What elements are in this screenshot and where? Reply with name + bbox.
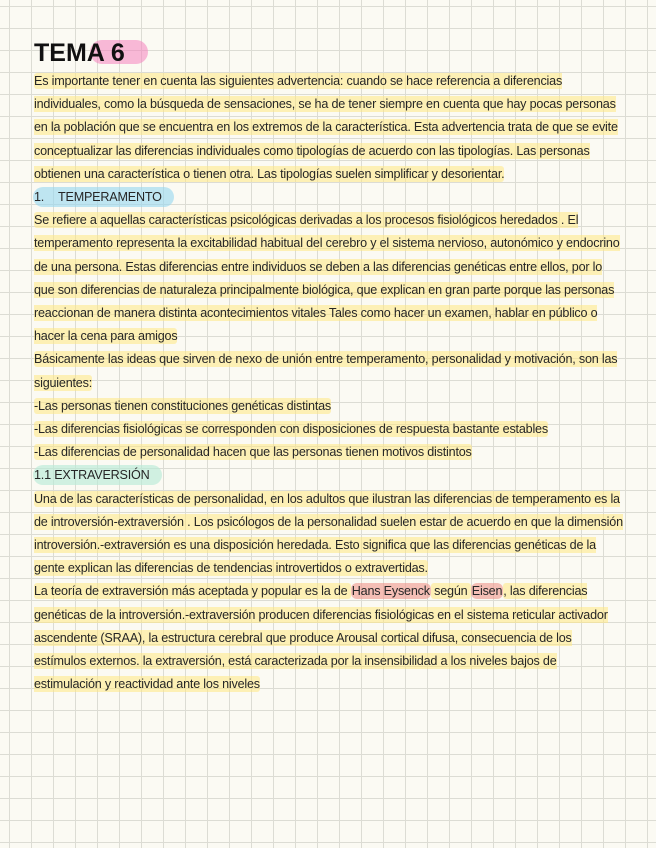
bullet-text: -Las diferencias de personalidad hacen que las personas tienen motivos distintos xyxy=(34,445,472,460)
temperamento-paragraph-1 xyxy=(34,209,624,348)
page-title xyxy=(34,36,125,70)
extraversion-text-1: Una de las características de personalidad, en los adultos que ilustran las diferencias de temperamento es la de introversión-extraversión . Los psicólogos de la personalidad suelen estar de acuerdo en que la dimensión introversión.-extraversión es una disposición heredada. Esto significa que las diferencias genéticas de la gente explican las diferencias de tendencias introvertidos o extravertidas. xyxy=(34,491,623,576)
name-hans-eysenck: Hans Eysenck xyxy=(351,584,430,599)
extraversion-text-2b: según xyxy=(430,584,471,599)
temperamento-text-2: Básicamente las ideas que sirven de nexo de unión entre temperamento, personalidad y motivación, son las siguientes: xyxy=(34,352,618,390)
extraversion-text-2a: La teoría de extraversión más aceptada y popular es la de xyxy=(34,584,351,599)
bullet-item xyxy=(34,395,624,418)
subsection-heading-text: 1.1 EXTRAVERSIÓN xyxy=(34,468,150,483)
title-text: TEMA 6 xyxy=(34,39,125,67)
extraversion-paragraph-1 xyxy=(34,488,624,581)
intro-paragraph xyxy=(34,70,624,186)
intro-text: Es importante tener en cuenta las siguientes advertencia: cuando se hace referencia a diferencias individuales, como la búsqueda de sensaciones, se ha de tener siempre en cuenta que hay pocas personas en la población que se encuentra en los extremos de la característica. Esta advertencia trata de que se evite conceptualizar las diferencias individuales como tipologías de acuerdo con las tipologías. Las personas obtienen una característica o tienen otra. Las tipologías suelen simplificar y desorientar. xyxy=(34,74,618,181)
bullet-text: -Las personas tienen constituciones genéticas distintas xyxy=(34,398,332,413)
document-page xyxy=(34,36,624,696)
temperamento-text-1: Se refiere a aquellas características psicológicas derivadas a los procesos fisiológicos heredados . El temperamento representa la excitabilidad habitual del cerebro y el sistema nervioso, autonómico y endocrino de una persona. Estas diferencias entre individuos se deben a las diferencias genéticas entre ellos, por lo que son diferencias de naturaleza principalmente biológica, que explican en gran parte porque las personas reaccionan de manera distinta acontecimientos vitales Tales como hacer un examen, hablar en público o hacer la cena para amigos xyxy=(34,213,620,344)
extraversion-text-2c: , las diferencias genéticas de la introversión.-extraversión producen diferencias fisiológicas en el sistema reticular activador ascendente (SRAA), la estructura cerebral que produce Arousal cortical difusa, consecuencia de los estímulos externos. la extraversión, está caracterizada por la insensibilidad a los niveles bajos de estimulación y reactividad ante los niveles xyxy=(34,584,608,692)
temperamento-paragraph-2 xyxy=(34,348,624,394)
section-heading-temperamento xyxy=(33,187,174,207)
bullet-item xyxy=(34,418,624,441)
section-heading-extraversion xyxy=(33,465,162,485)
section-number: 1. xyxy=(34,190,45,205)
name-eisen: Eisen xyxy=(471,584,503,599)
bullet-item xyxy=(34,441,624,464)
section-heading-text: TEMPERAMENTO xyxy=(58,190,162,205)
extraversion-paragraph-2 xyxy=(34,580,624,696)
bullet-text: -Las diferencias fisiológicas se corresponden con disposiciones de respuesta bastante estables xyxy=(34,422,548,437)
